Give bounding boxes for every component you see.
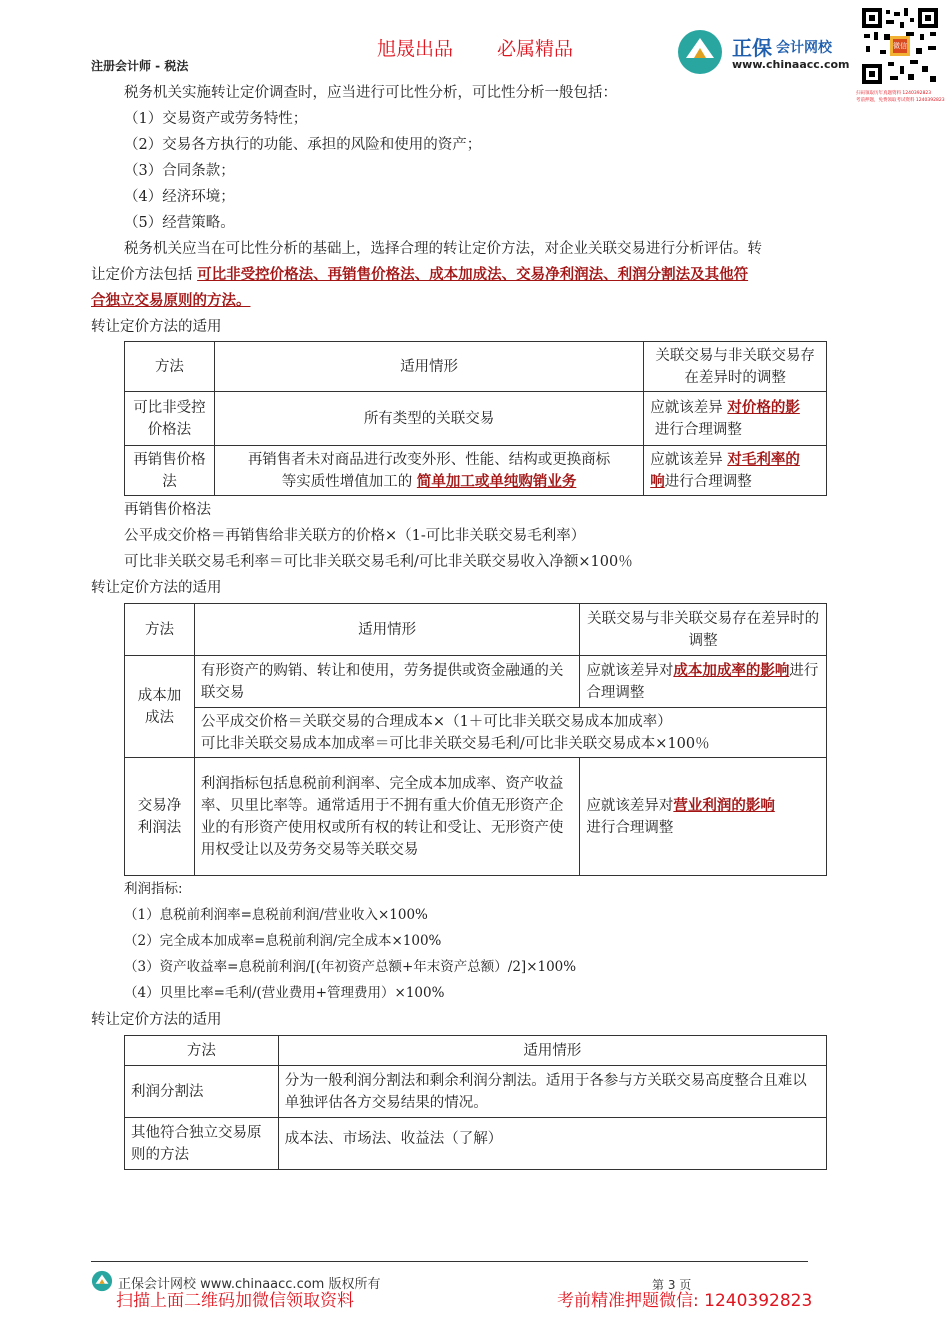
transfer-pricing-table-3 [124, 1035, 827, 1170]
footer-page-number: 第 3 页 [652, 1278, 692, 1292]
t1-header-method: 方法 [125, 342, 215, 392]
t3-header-method: 方法 [125, 1036, 279, 1066]
resale-title: 再销售价格法 [124, 502, 211, 518]
intro-paragraph-2-line-3 [91, 288, 251, 314]
logo-school: 会计网校 [776, 40, 832, 56]
intro-p2-prefix: 让定价方法包括 [91, 267, 198, 283]
t1-row1-method: 可比非受控价格法 [125, 392, 215, 446]
intro-item-5: （5）经营策略。 [124, 215, 235, 231]
profit-item-1: （1）息税前利润率=息税前利润/营业收入×100% [124, 907, 428, 923]
t1-row2-adjustment: 应就该差异 对毛利率的 响进行合理调整 [644, 446, 827, 496]
profit-item-4: （4）贝里比率=毛利/(营业费用+管理费用）×100% [124, 985, 445, 1001]
t1-header-adjustment: 关联交易与非关联交易存在差异时的调整 [644, 342, 827, 392]
qr-note-1: 扫码领取历年真题资料 1240392823 [856, 91, 932, 96]
t1-row2-scope-highlight: 简单加工或单纯购销业务 [416, 472, 577, 490]
logo-url: www.chinaacc.com [732, 58, 850, 71]
footer-promo-left: 扫描上面二维码加微信领取资料 [116, 1291, 354, 1311]
transfer-pricing-table-2 [124, 603, 827, 876]
qr-badge: 微信 [893, 42, 907, 50]
section-title-2: 转让定价方法的适用 [91, 580, 222, 596]
footer-logo-icon [91, 1270, 113, 1292]
t1-row2-method: 再销售价格法 [125, 446, 215, 496]
profit-item-3: （3）资产收益率=息税前利润/[(年初资产总额+年末资产总额）/2]×100% [124, 959, 577, 975]
footer-copyright: 正保会计网校 www.chinaacc.com 版权所有 [118, 1277, 381, 1292]
t2-header-scope: 适用情形 [194, 604, 579, 656]
qr-note-2: 考前押题，免费领取考试资料 1240392823 [856, 98, 945, 103]
logo-mark-icon [676, 28, 724, 76]
t2-tnmm-scope: 利润指标包括息税前利润率、完全成本加成率、资产收益率、贝里比率等。通常适用于不拥有重大价值无形资产企业的有形资产使用权或所有权的转让和受让、无形资产使用权受让以及劳务交易等关联交易 [194, 758, 579, 876]
t3-row2-scope: 成本法、市场法、收益法（了解） [278, 1118, 826, 1170]
t1-row1-adjustment-highlight: 对价格的影 [727, 398, 800, 416]
profit-item-2: （2）完全成本加成率=息税前利润/完全成本×100% [124, 933, 442, 949]
t2-tnmm-adjustment-highlight: 营业利润的影响 [673, 796, 775, 814]
t3-row1-scope: 分为一般利润分割法和剩余利润分割法。适用于各参与方关联交易高度整合且难以单独评估各方交易结果的情况。 [278, 1066, 826, 1118]
qr-code [860, 6, 940, 86]
intro-item-1: （1）交易资产或劳务特性； [124, 111, 308, 127]
t2-header-adjustment: 关联交易与非关联交易存在差异时的调整 [580, 604, 827, 656]
t2-cost-plus-adjustment-highlight: 成本加成率的影响 [673, 661, 790, 679]
t2-header-method: 方法 [125, 604, 195, 656]
t1-row2-scope: 再销售者未对商品进行改变外形、性能、结构或更换商标 等实质性增值加工的 简单加工或单纯购销业务 [214, 446, 643, 496]
transfer-pricing-table-1 [124, 341, 827, 496]
intro-item-2: （2）交易各方执行的功能、承担的风险和使用的资产； [124, 137, 482, 153]
t2-tnmm-method: 交易净利润法 [125, 758, 195, 876]
intro-paragraph-1: 税务机关实施转让定价调查时，应当进行可比性分析，可比性分析一般包括： [124, 85, 617, 101]
t2-cost-plus-formula-1: 公平成交价格＝关联交易的合理成本×（1＋可比非关联交易成本加成率） [200, 713, 672, 730]
t3-row1-method: 利润分割法 [125, 1066, 279, 1118]
intro-paragraph-2-line-1: 税务机关应当在可比性分析的基础上，选择合理的转让定价方法，对企业关联交易进行分析评估。转 [124, 241, 762, 257]
resale-formula-2: 可比非关联交易毛利率＝可比非关联交易毛利/可比非关联交易收入净额×100％ [124, 554, 633, 570]
intro-paragraph-2-line-2 [91, 262, 748, 288]
intro-item-4: （4）经济环境； [124, 189, 235, 205]
t2-cost-plus-method: 成本加成法 [125, 656, 195, 758]
t1-row1-adjustment: 应就该差异 对价格的影 进行合理调整 [644, 392, 827, 446]
header-slogan-right: 必属精品 [497, 38, 574, 60]
logo [676, 28, 856, 76]
section-title-3: 转让定价方法的适用 [91, 1012, 222, 1028]
t1-header-scope: 适用情形 [214, 342, 643, 392]
t3-header-scope: 适用情形 [278, 1036, 826, 1066]
intro-item-3: （3）合同条款； [124, 163, 235, 179]
logo-main: 正保 [732, 36, 772, 60]
footer-divider [91, 1261, 808, 1262]
footer-promo-right: 考前精准押题微信: 1240392823 [557, 1291, 813, 1311]
profit-title: 利润指标: [124, 881, 183, 897]
t2-cost-plus-formula-2: 可比非关联交易成本加成率＝可比非关联交易毛利/可比非关联交易成本×100％ [200, 735, 710, 752]
t1-row1-scope: 所有类型的关联交易 [214, 392, 643, 446]
resale-formula-1: 公平成交价格＝再销售给非关联方的价格×（1-可比非关联交易毛利率） [124, 528, 586, 544]
t2-cost-plus-adjustment: 应就该差异对成本加成率的影响进行合理调整 [580, 656, 827, 708]
header-subject: 注册会计师 - 税法 [91, 59, 189, 73]
t3-row2-method: 其他符合独立交易原则的方法 [125, 1118, 279, 1170]
transfer-pricing-methods-highlight: 可比非受控价格法、再销售价格法、成本加成法、交易净利润法、利润分割法及其他符 [197, 266, 749, 283]
t2-cost-plus-formulas [194, 708, 826, 758]
header-slogan-left: 旭晟出品 [377, 38, 454, 60]
t1-row2-adjustment-highlight: 对毛利率的 [727, 450, 800, 468]
section-title-1: 转让定价方法的适用 [91, 319, 222, 335]
t2-cost-plus-scope: 有形资产的购销、转让和使用，劳务提供或资金融通的关联交易 [194, 656, 579, 708]
transfer-pricing-methods-highlight-2: 合独立交易原则的方法。 [91, 292, 251, 309]
t2-tnmm-adjustment: 应就该差异对营业利润的影响 进行合理调整 [580, 758, 827, 876]
